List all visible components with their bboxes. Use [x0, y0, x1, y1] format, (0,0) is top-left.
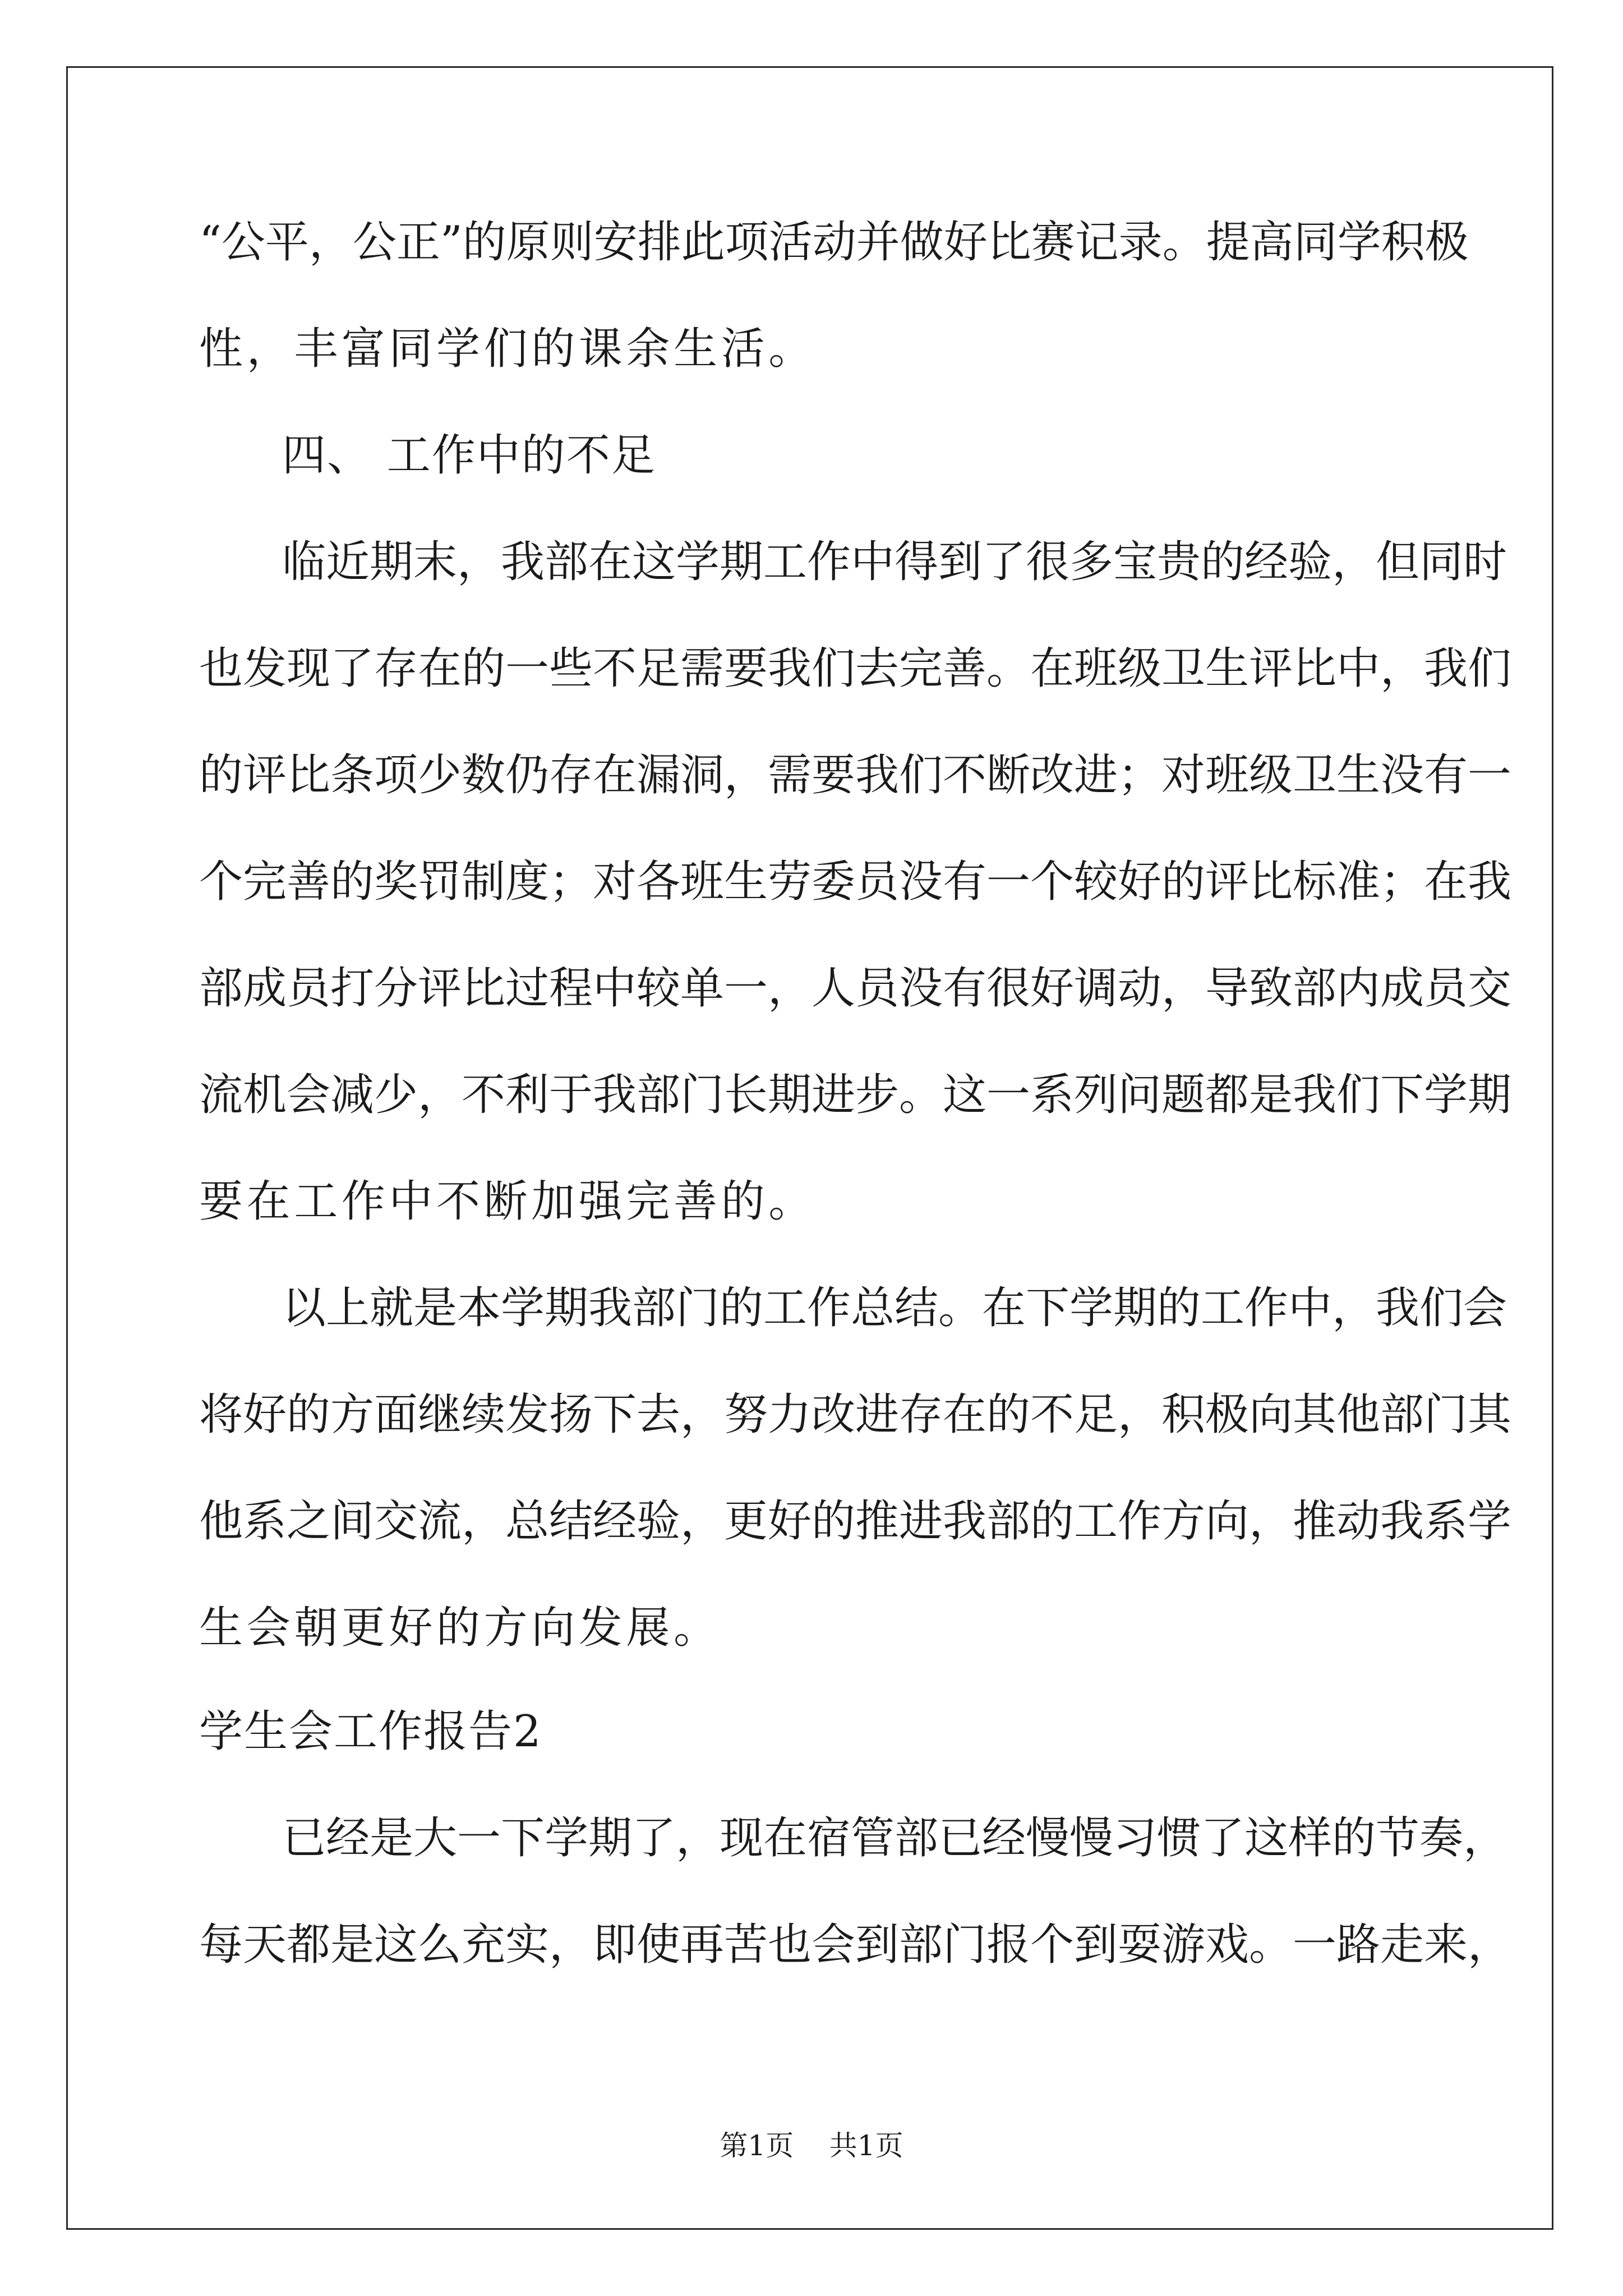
page-number: 第1页	[720, 2129, 794, 2162]
paragraph-line: 每天都是这么充实，即使再苦也会到部门报个到耍游戏。一路走来，	[199, 1920, 1512, 1970]
paragraph-line: 的评比条项少数仍存在漏洞，需要我们不断改进；对班级卫生没有一	[199, 750, 1512, 800]
paragraph-line: 将好的方面继续发扬下去，努力改进存在的不足，积极向其他部门其	[199, 1389, 1512, 1440]
section-heading: 四、 工作中的不足	[282, 430, 656, 481]
paragraph-line: 以上就是本学期我部门的工作总结。在下学期的工作中，我们会	[282, 1283, 1507, 1333]
paragraph-line: “公平，公正”的原则安排此项活动并做好比赛记录。提高同学积极	[199, 217, 1469, 268]
paragraph-line: 临近期末，我部在这学期工作中得到了很多宝贵的经验，但同时	[282, 537, 1507, 587]
paragraph-line: 已经是大一下学期了，现在宿管部已经慢慢习惯了这样的节奏，	[282, 1813, 1507, 1864]
page-total: 共1页	[829, 2129, 903, 2162]
paragraph-line: 他系之间交流，总结经验，更好的推进我部的工作方向，推动我系学	[199, 1496, 1512, 1547]
paragraph-line: 流机会减少，不利于我部门长期进步。这一系列问题都是我们下学期	[199, 1070, 1512, 1120]
paragraph-line: 要在工作中不断加强完善的。	[199, 1176, 816, 1227]
paragraph-line: 个完善的奖罚制度；对各班生劳委员没有一个较好的评比标准；在我	[199, 857, 1512, 907]
paragraph-line: 也发现了存在的一些不足需要我们去完善。在班级卫生评比中，我们	[199, 643, 1512, 694]
page-footer	[0, 2129, 1623, 2162]
report-title: 学生会工作报告2	[199, 1706, 542, 1757]
paragraph-line: 性，丰富同学们的课余生活。	[199, 324, 816, 374]
paragraph-line: 部成员打分评比过程中较单一，人员没有很好调动，导致部内成员交	[199, 963, 1512, 1014]
paragraph-line: 生会朝更好的方向发展。	[199, 1603, 721, 1653]
page-border	[66, 66, 1553, 2230]
